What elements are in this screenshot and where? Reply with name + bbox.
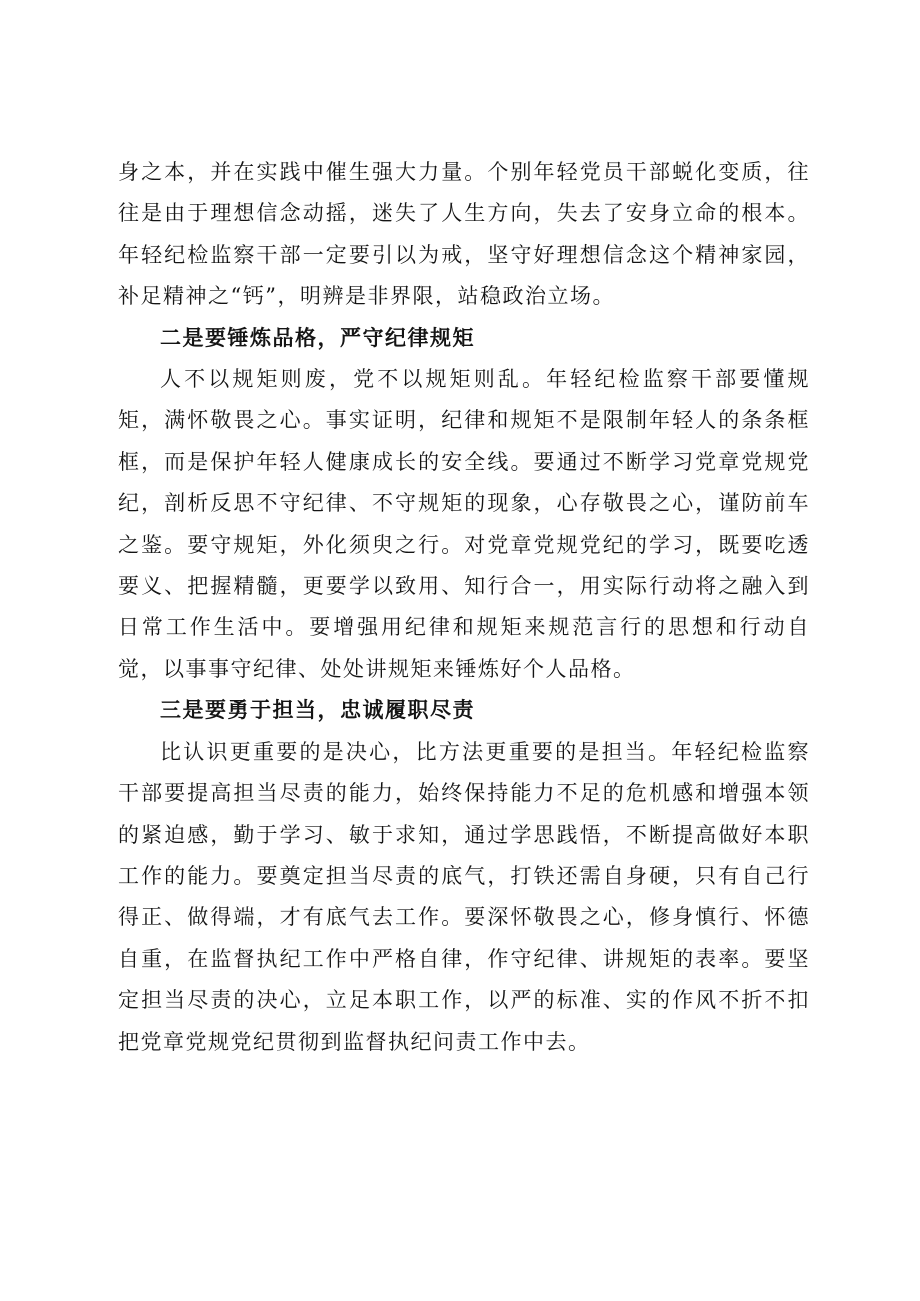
paragraph-responsibility: 比认识更重要的是决心，比方法更重要的是担当。年轻纪检监察干部要提高担当尽责的能力，始终保持能力不足的危机感和增强本领的紧迫感，勤于学习、敏于求知，通过学思践悟，不断提高做好本职工作的能力。要奠定担当尽责的底气，打铁还需自身硬，只有自己行得正、做得端，才有底气去工作。要深怀敬畏之心，修身慎行、怀德自重，在监督执纪工作中严格自律，作守纪律、讲规矩的表率。要坚定担当尽责的决心，立足本职工作，以严的标准、实的作风不折不扣把党章党规党纪贯彻到监督执纪问责工作中去。 bbox=[118, 739, 810, 1054]
paragraph-discipline: 人不以规矩则废，党不以规矩则乱。年轻纪检监察干部要懂规矩，满怀敬畏之心。事实证明，纪律和规矩不是限制年轻人的条条框框，而是保护年轻人健康成长的安全线。要通过不断学习党章党规党纪，剖析反思不守纪律、不守规矩的现象，心存敬畏之心，谨防前车之鉴。要守规矩，外化须臾之行。对党章党规党纪的学习，既要吃透要义、把握精髓，更要学以致用、知行合一，用实际行动将之融入到日常工作生活中。要增强用纪律和规矩来规范言行的思想和行动自觉，以事事守纪律、处处讲规矩来锤炼好个人品格。 bbox=[118, 367, 810, 681]
section-heading-two: 二是要锤炼品格，严守纪律规矩 bbox=[160, 325, 475, 350]
document-body bbox=[118, 152, 810, 1063]
paragraph-continuation: 身之本，并在实践中催生强大力量。个别年轻党员干部蜕化变质，往往是由于理想信念动摇，迷失了人生方向，失去了安身立命的根本。年轻纪检监察干部一定要引以为戒，坚守好理想信念这个精神家园，补足精神之“钙”，明辨是非界限，站稳政治立场。 bbox=[118, 160, 810, 309]
section-heading-three: 三是要勇于担当，忠诚履职尽责 bbox=[160, 698, 475, 723]
